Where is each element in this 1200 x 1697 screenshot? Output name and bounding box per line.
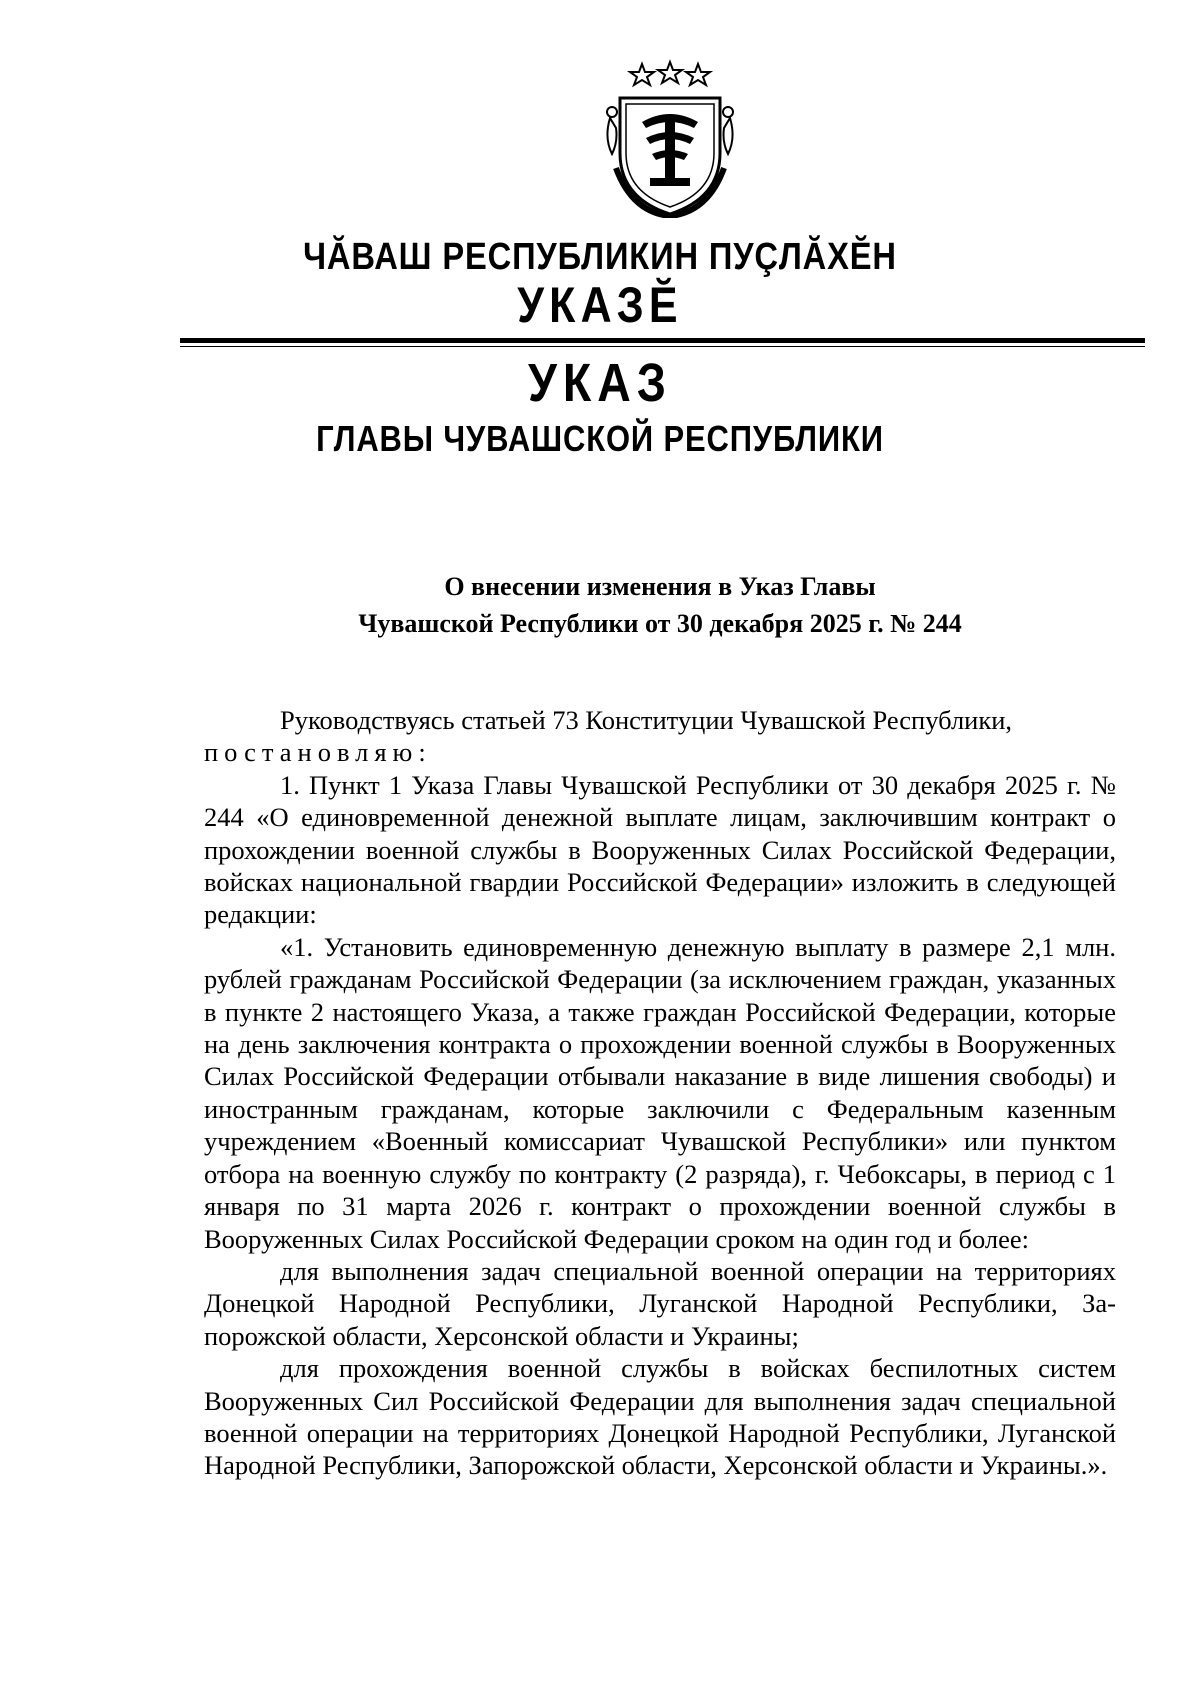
- paragraph-3: для выполнения задач специальной военной операции на территориях Донецкой Народной Республики, Луганской Народной Республики, Запорожской области, Херсонской области и Украины;: [204, 1255, 1116, 1351]
- document-title-line2: Чувашской Республики от 30 декабря 2025 г. № 244: [358, 609, 962, 638]
- preamble-paragraph: [204, 704, 1116, 769]
- paragraph-1: 1. Пункт 1 Указа Главы Чувашской Республики от 30 декабря 2025 г. № 244 «О единовременной денежной выплате лицам, заключившим контракт о прохождении военной службы в Вооруженных Силах Российской Федерации, войсках национальной гвардии Российской Федерации» изложить в следующей редакции:: [204, 769, 1116, 930]
- document-body: [204, 704, 1116, 1482]
- header-russian-line2: ГЛАВЫ ЧУВАШСКОЙ РЕСПУБЛИКИ: [316, 418, 884, 459]
- header-russian-line1: УКАЗ: [528, 353, 672, 413]
- document-title: [200, 568, 1120, 642]
- paragraph-2: «1. Установить единовременную денежную выплату в размере 2,1 млн. рублей гражданам Российской Федерации (за исключением граждан, указанных в пункте 2 настоящего Указа, а также граждан Российской Федерации, которые на день заключения контракта о прохождении военной службы в Вооруженных Силах Российской Федерации отбывали наказание в виде лишения свободы) и иностранным гражданам, которые заключили с Федеральным казенным учреждением «Военный комиссариат Чувашской Республики» или пунктом отбора на военную службу по контракту (2 разряда), г. Чебоксары, в период с 1 января по 31 марта 2026 г. контракт о прохождении военной службы в Вооруженных Силах Российской Федерации сроком на один год и более:: [204, 931, 1116, 1254]
- preamble-text: Руководствуясь статьей 73 Конституции Чувашской Республики,: [280, 705, 1013, 735]
- chuvash-republic-emblem-icon: [602, 58, 738, 218]
- header-divider-thick: [180, 338, 1145, 343]
- document-title-line1: О внесении изменения в Указ Главы: [444, 572, 876, 601]
- header-chuvash-line2: УКАЗĔ: [517, 277, 683, 333]
- header-chuvash-line1: ЧĂВАШ РЕСПУБЛИКИН ПУÇЛĂХĔН: [303, 236, 897, 278]
- paragraph-4: для прохождения военной службы в войсках беспилотных систем Вооруженных Сил Российской Федерации для выполнения задач специальной военной операции на территориях Донецкой Народной Республики, Луганской Народной Республики, Запорожской области, Херсонской области и Украины.».: [204, 1353, 1116, 1481]
- header-divider-thin: [180, 346, 1145, 347]
- decree-word: постановляю:: [204, 737, 432, 768]
